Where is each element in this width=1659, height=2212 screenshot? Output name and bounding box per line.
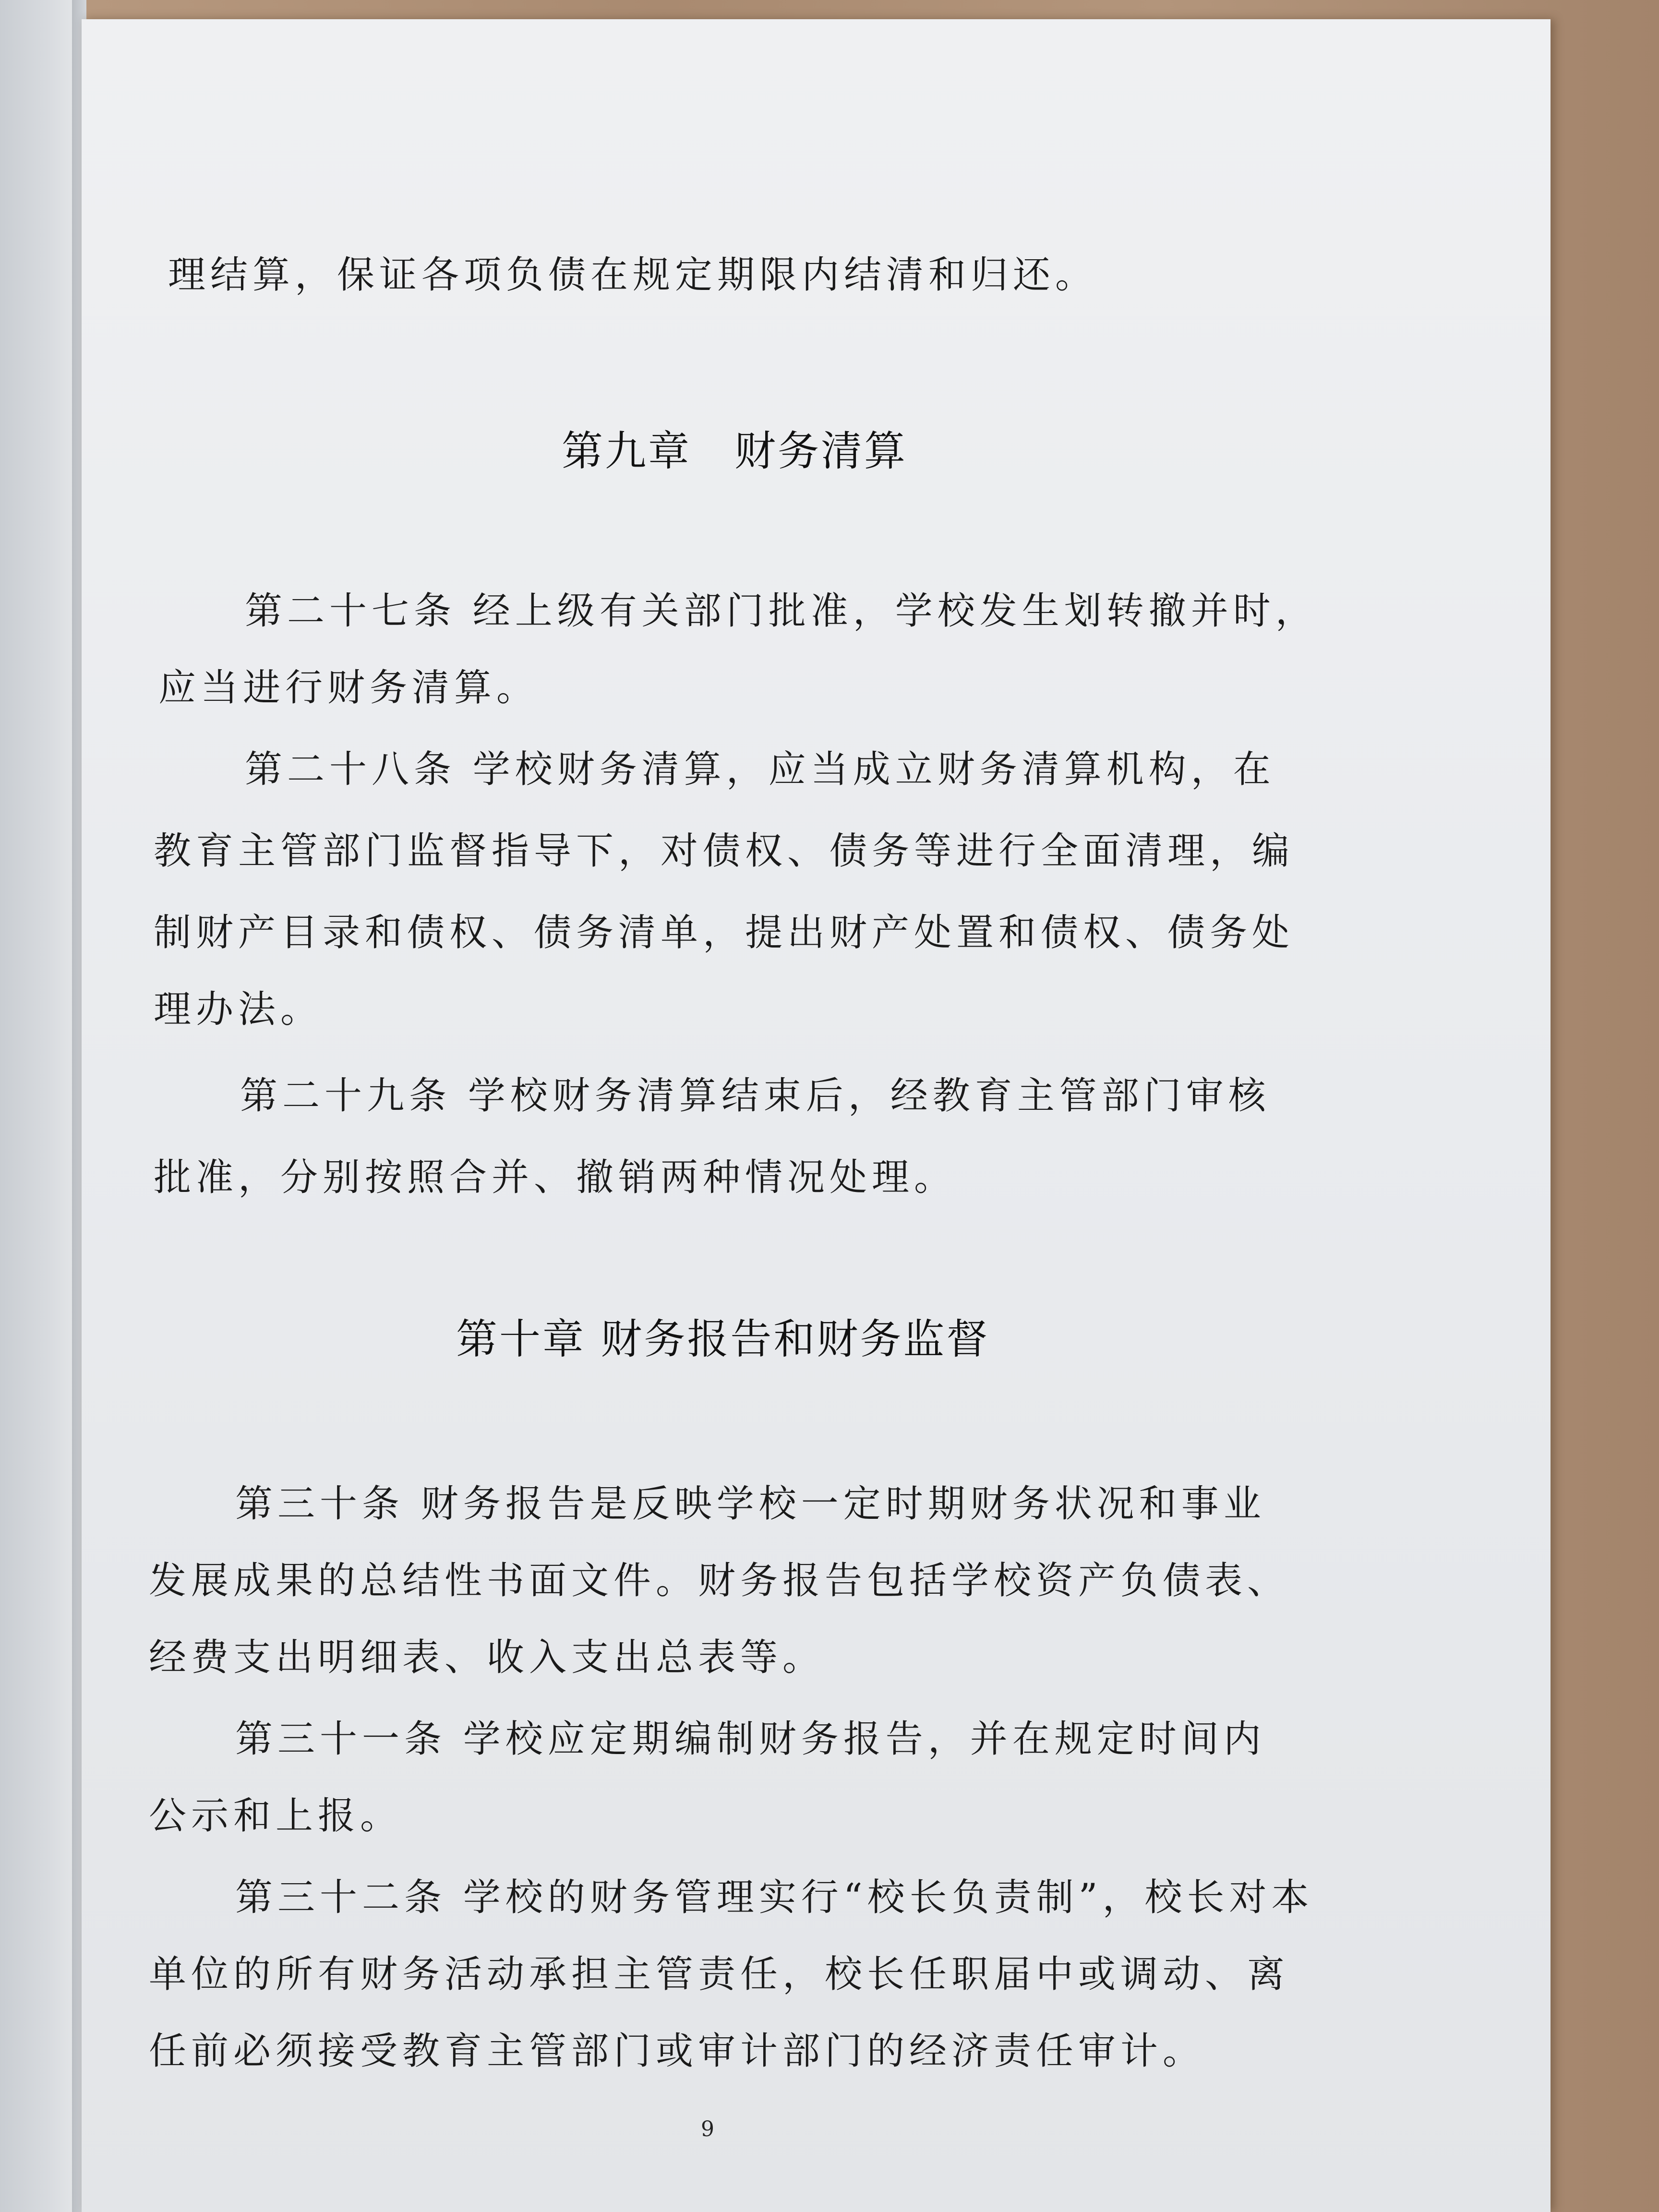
chapter-9-heading: 第九章 财务清算 <box>562 427 907 475</box>
article-28-line-3: 制财产目录和债权、债务清单，提出财产处置和债权、债务处 <box>154 911 1295 954</box>
article-30-line-3: 经费支出明细表、收入支出总表等。 <box>149 1636 825 1679</box>
article-30-line-2: 发展成果的总结性书面文件。财务报告包括学校资产负债表、 <box>149 1559 1290 1602</box>
article-32-line-2: 单位的所有财务活动承担主管责任，校长任职届中或调动、离 <box>149 1953 1290 1996</box>
article-28-line-1: 第二十八条 学校财务清算，应当成立财务清算机构，在 <box>245 748 1275 791</box>
article-28-line-2: 教育主管部门监督指导下，对债权、债务等进行全面清理，编 <box>154 830 1295 873</box>
article-27-line-2: 应当进行财务清算。 <box>158 666 539 709</box>
article-30-line-1: 第三十条 财务报告是反映学校一定时期财务状况和事业 <box>235 1482 1266 1526</box>
article-29-line-2: 批准，分别按照合并、撤销两种情况处理。 <box>154 1156 957 1199</box>
article-31-line-1: 第三十一条 学校应定期编制财务报告，并在规定时间内 <box>235 1718 1266 1761</box>
text-line: 理结算，保证各项负债在规定期限内结清和归还。 <box>168 253 1098 297</box>
article-31-line-2: 公示和上报。 <box>149 1794 403 1838</box>
document-page <box>82 19 1551 2212</box>
article-29-line-1: 第二十九条 学校财务清算结束后，经教育主管部门审核 <box>240 1074 1271 1118</box>
article-28-line-4: 理办法。 <box>154 988 323 1031</box>
page-number: 9 <box>701 2117 714 2141</box>
article-32-line-3: 任前必须接受教育主管部门或审计部门的经济责任审计。 <box>149 2030 1205 2073</box>
article-32-line-1: 第三十二条 学校的财务管理实行“校长负责制”，校长对本 <box>235 1876 1314 1919</box>
previous-page-edge <box>0 0 82 2212</box>
chapter-10-heading: 第十章 财务报告和财务监督 <box>456 1315 990 1363</box>
article-27-line-1: 第二十七条 经上级有关部门批准，学校发生划转撤并时， <box>245 589 1318 633</box>
